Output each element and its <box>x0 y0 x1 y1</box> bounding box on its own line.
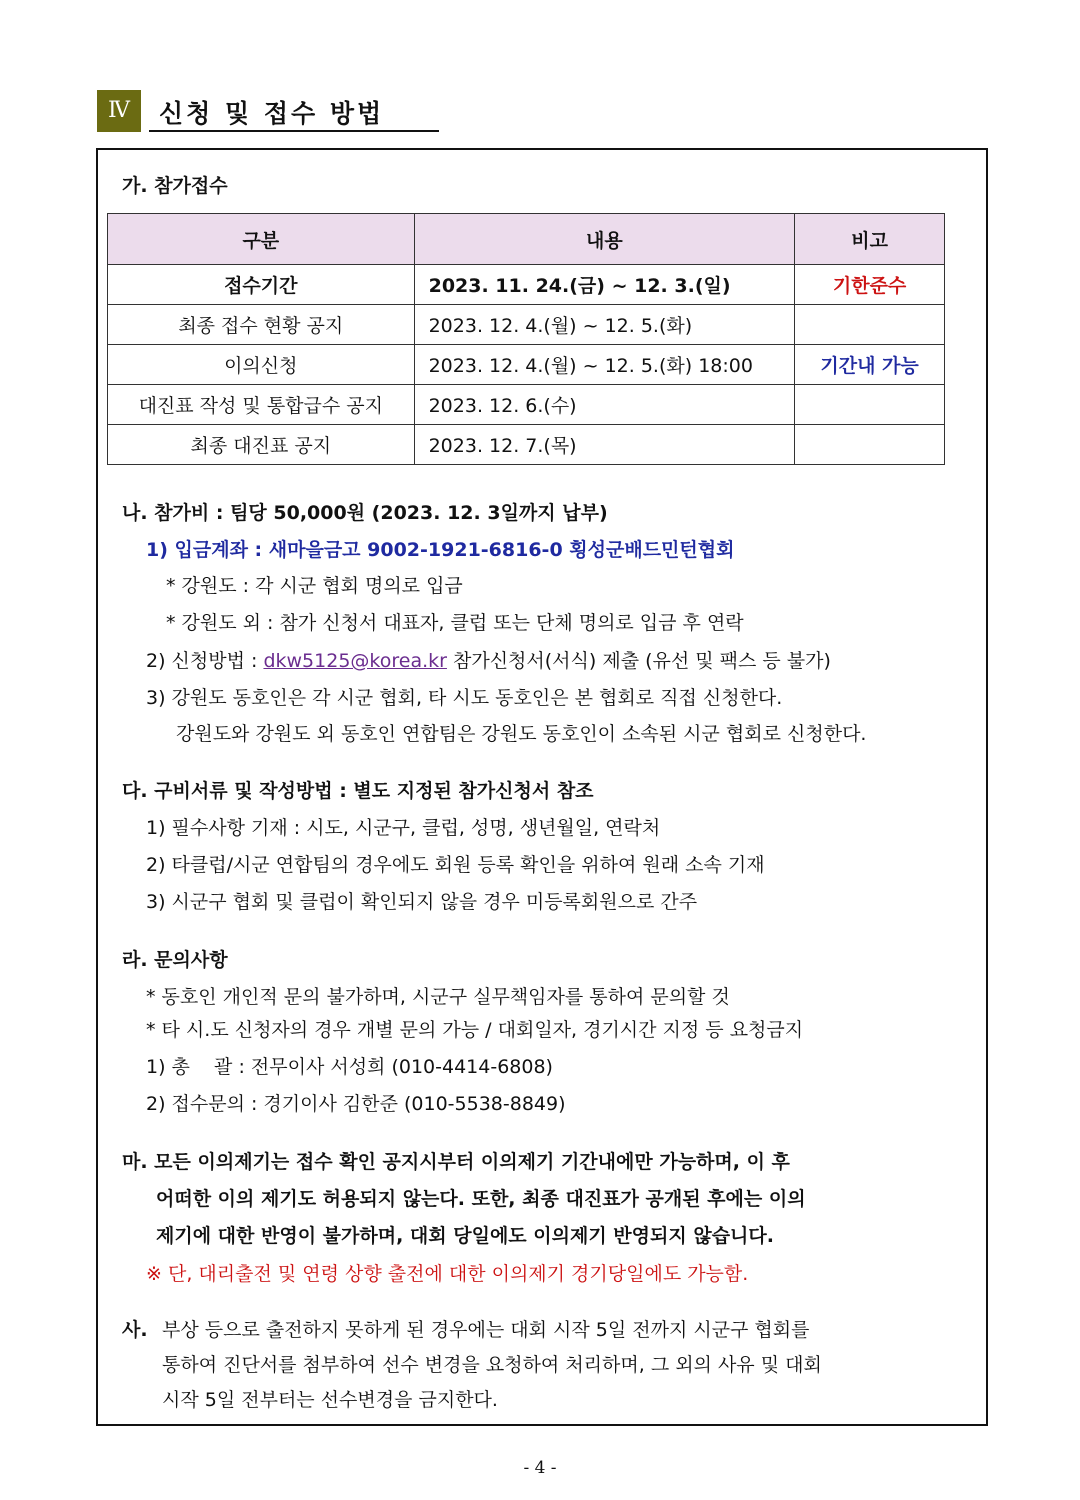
table-cell-content: 2023. 12. 4.(월) ~ 12. 5.(화) 18:00 <box>414 345 795 385</box>
table-cell-note: 기한준수 <box>795 265 945 305</box>
na-account: 1) 입금계좌 : 새마을금고 9002-1921-6816-0 횡성군배드민턴협회 <box>146 539 735 561</box>
list-item: 2) 타클럽/시군 연합팀의 경우에도 회원 등록 확인을 위하여 원래 소속 기재 <box>146 854 765 876</box>
table-cell-note <box>795 385 945 425</box>
table-cell-note: 기간내 가능 <box>795 345 945 385</box>
ra-note: * 타 시.도 신청자의 경우 개별 문의 가능 / 대회일자, 경기시간 지정 등 요청금지 <box>146 1019 804 1041</box>
ra-note: * 동호인 개인적 문의 불가하며, 시군구 실무책임자를 통하여 문의할 것 <box>146 986 730 1008</box>
table-cell-content: 2023. 12. 6.(수) <box>414 385 795 425</box>
na-method-prefix: 2) 신청방법 : <box>146 650 258 672</box>
table-cell-content: 2023. 12. 4.(월) ~ 12. 5.(화) <box>414 305 795 345</box>
table-header: 비고 <box>795 214 945 265</box>
table-cell-content: 2023. 11. 24.(금) ~ 12. 3.(일) <box>414 265 795 305</box>
section-number: Ⅳ <box>97 90 141 132</box>
email-link[interactable]: dkw5125@korea.kr <box>263 650 447 672</box>
ga-heading: 가. 참가접수 <box>122 175 228 197</box>
table-row <box>108 305 945 345</box>
table-row <box>108 265 945 305</box>
table-cell-content: 2023. 12. 7.(목) <box>414 425 795 465</box>
ra-heading: 라. 문의사항 <box>122 949 228 971</box>
table-row <box>108 425 945 465</box>
ma-line: 어떠한 이의 제기도 허용되지 않는다. 또한, 최종 대진표가 공개된 후에는 이의 <box>156 1188 806 1210</box>
contact-item: 2) 접수문의 : 경기이사 김한준 (010-5538-8849) <box>146 1093 566 1115</box>
ma-note: ※ 단, 대리출전 및 연령 상향 출전에 대한 이의제기 경기당일에도 가능함. <box>146 1263 749 1285</box>
na-note-2: * 강원도 외 : 참가 신청서 대표자, 클럽 또는 단체 명의로 입금 후 연락 <box>166 612 744 634</box>
na-item-3-line-2: 강원도와 강원도 외 동호인 연합팀은 강원도 동호인이 소속된 시군 협회로 신청한다. <box>176 723 867 745</box>
na-heading: 나. 참가비 : 팀당 50,000원 (2023. 12. 3일까지 납부) <box>122 502 608 524</box>
table-cell-note <box>795 425 945 465</box>
section-title: 신청 및 접수 방법 <box>159 99 385 128</box>
na-note-1: * 강원도 : 각 시군 협회 명의로 입금 <box>166 575 463 597</box>
sa-line: 부상 등으로 출전하지 못하게 된 경우에는 대회 시작 5일 전까지 시군구 협회를 <box>162 1319 810 1341</box>
table-cell-category: 이의신청 <box>108 345 415 385</box>
table-cell-category: 최종 접수 현황 공지 <box>108 305 415 345</box>
page-number: - 4 - <box>523 1458 557 1478</box>
table-cell-category: 최종 대진표 공지 <box>108 425 415 465</box>
table-header-row <box>108 214 945 265</box>
section-underline <box>149 130 439 132</box>
sa-line: 통하여 진단서를 첨부하여 선수 변경을 요청하여 처리하며, 그 외의 사유 및 대회 <box>162 1354 822 1376</box>
sa-label: 사. <box>122 1319 148 1341</box>
table-row <box>108 345 945 385</box>
registration-table <box>107 213 945 465</box>
ma-line: 제기에 대한 반영이 불가하며, 대회 당일에도 이의제기 반영되지 않습니다. <box>156 1225 774 1247</box>
table-row <box>108 385 945 425</box>
list-item: 1) 필수사항 기재 : 시도, 시군구, 클럽, 성명, 생년월일, 연락처 <box>146 817 661 839</box>
table-cell-note <box>795 305 945 345</box>
contact-item: 1) 총 괄 : 전무이사 서성희 (010-4414-6808) <box>146 1056 553 1078</box>
na-method <box>146 649 831 673</box>
list-item: 3) 시군구 협회 및 클럽이 확인되지 않을 경우 미등록회원으로 간주 <box>146 891 698 913</box>
table-header: 구분 <box>108 214 415 265</box>
table-cell-category: 접수기간 <box>108 265 415 305</box>
na-method-suffix: 참가신청서(서식) 제출 (유선 및 팩스 등 불가) <box>453 650 831 672</box>
table-header: 내용 <box>414 214 795 265</box>
sa-line: 시작 5일 전부터는 선수변경을 금지한다. <box>162 1389 498 1411</box>
table-cell-category: 대진표 작성 및 통합급수 공지 <box>108 385 415 425</box>
ma-line: 마. 모든 이의제기는 접수 확인 공지시부터 이의제기 기간내에만 가능하며, 이 후 <box>122 1151 790 1173</box>
da-heading: 다. 구비서류 및 작성방법 : 별도 지정된 참가신청서 참조 <box>122 780 594 802</box>
na-item-3-line-1: 3) 강원도 동호인은 각 시군 협회, 타 시도 동호인은 본 협회로 직접 신청한다. <box>146 687 783 709</box>
